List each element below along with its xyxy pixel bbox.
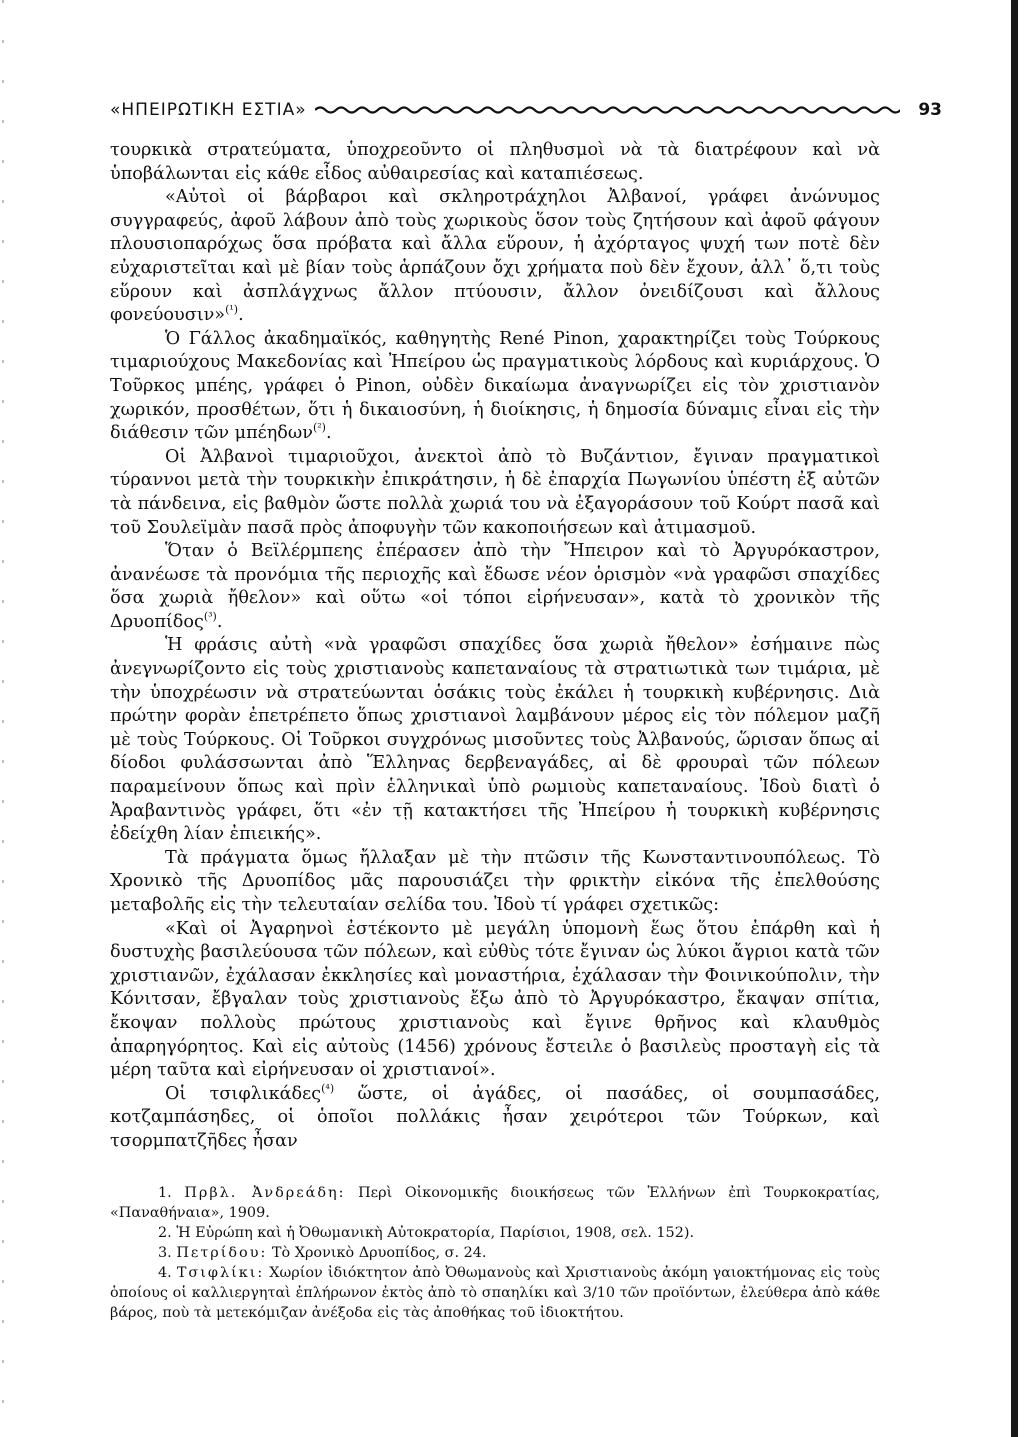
footnote-ref: (³) [203,610,217,624]
footnote-item [110,1183,880,1223]
paragraph: Ὁ Γάλλος ἀκαδημαϊκός, καθηγητὴς René Pinon, χαρακτηρίζει τοὺς Τούρκους τιμαριούχους Μακεδονίας καὶ Ἠπείρου ὡς πραγματικοὺς λόρδους καὶ κυριάρχους. Ὁ Τοῦρκος μπέης, γράφει ὁ Pinon, οὐδὲν δικαίωμα ἀναγνωρίζει εἰς τὸν χριστιανὸν χωρικόν, προσθέτων, ὅτι ἡ δικαιοσύνη, ἡ διοίκησις, ἡ δημοσία δύναμις εἶναι εἰς τὴν διάθεσιν τῶν μπέηδων$^{(^2)}$. [110,328,880,444]
paragraph-text: Οἱ τσιφλικάδες [165,1083,322,1104]
footnotes [110,1183,880,1323]
body-text [110,139,880,1154]
paragraph-text: Ὁ Γάλλος ἀκαδημαϊκός, καθηγητὴς René Pinon, χαρακτηρίζει τοὺς Τούρκους τιμαριούχους Μακεδονίας καὶ Ἠπείρου ὡς πραγματικοὺς λόρδους καὶ κυριάρχους. Ὁ Τοῦρκος μπέης, γράφει ὁ Pinon, οὐδὲν δικαίωμα ἀναγνωρίζει εἰς τὸν χριστιανὸν χωρικόν, προσθέτων, ὅτι ἡ δικαιοσύνη, ἡ διοίκησις, ἡ δημοσία δύναμις εἶναι εἰς τὴν διάθεσιν τῶν μπέηδων [110,328,880,444]
paragraph: Τὰ πράγματα ὅμως ἤλλαξαν μὲ τὴν πτῶσιν τῆς Κωνσταντινουπόλεως. Τὸ Χρονικὸ τῆς Δρυοπίδος μᾶς παρουσιάζει τὴν φρικτὴν εἰκόνα τῆς ἐπελθούσης μεταβολῆς εἰς τὴν τελευταίαν σελίδα του. Ἰδοὺ τί γράφει σχετικῶς: [110,847,880,915]
footnote-ref: (²) [312,421,326,435]
footnote-number: 1. [158,1185,172,1201]
paragraph: Ἡ φράσις αὐτὴ «νὰ γραφῶσι σπαχίδες ὅσα χωριὰ ἤθελον» ἐσήμαινε πὼς ἀνεγνωρίζοντο εἰς τοὺς χριστιανοὺς καπεταναίους τὰ στρατιωτικὰ των τιμάρια, μὲ τὴν ὑποχρέωσιν νὰ στρατεύωνται ὁσάκις τοὺς ἐκάλει ἡ τουρκικὴ κυβέρνησις. Διὰ πρώτην φορὰν ἐπετρέπετο ὅπως χριστιανοὶ λαμβάνουν μέρος εἰς τὸν πόλεμον μαζῆ μὲ τοὺς Τούρκους. Οἱ Τοῦρκοι συγχρόνως μισοῦντες τοὺς Ἀλβανούς, ὥρισαν ὅπως αἱ δίοδοι φυλάσσωνται ἀπὸ Ἕλληνας δερβεναγάδες, αἱ δὲ φρουραὶ τῶν πόλεων παραμείνουν ὅπως καὶ πρὶν ἑλληνικαὶ ὑπὸ ρωμιοὺς καπεταναίους. Ἰδοὺ διατὶ ὁ Ἀραβαντινὸς γράφει, ὅτι «ἐν τῇ κατακτήσει τῆς Ἠπείρου ἡ τουρκικὴ κυβέρνησις ἐδείχθη λίαν ἐπιεικής». [110,635,880,845]
paragraph: Οἱ Ἀλβανοὶ τιμαριοῦχοι, ἀνεκτοὶ ἀπὸ τὸ Βυζάντιον, ἔγιναν πραγματικοὶ τύραννοι μετὰ τὴν τουρκικὴν ἐπικράτησιν, ἡ δὲ ἐπαρχία Πωγωνίου ὑπέστη ἐξ αὐτῶν τὰ πάνδεινα, εἰς βαθμὸν ὥστε πολλὰ χωριά του νὰ ἐξαγοράσουν τοῦ Κούρτ πασᾶ καὶ τοῦ Σουλεϊμὰν πασᾶ πρὸς ἀποφυγὴν τῶν κακοποιήσεων καὶ ἀτιμασμοῦ. [110,446,880,538]
quote-anonymous-author: «Αὐτοὶ οἱ βάρβαροι καὶ σκληροτράχηλοι Ἀλβανοί, γράφει ἀνώνυμος συγγραφεύς, ἀφοῦ λάβουν ἀπὸ τοὺς χωρικοὺς ὅσον τοὺς ζητήσουν καὶ ἀφοῦ φάγουν πλουσιοπαρόχως ὅσα πρόβατα καὶ ἄλλα εὕρουν, ἡ ἀχόρταγος ψυχή των ποτὲ δὲν εὐχαριστεῖται καὶ μὲ βίαν τοὺς ἁρπάζουν ὄχι χρήματα ποὺ δὲν ἔχουν, ἀλλ᾿ ὅ,τι τοὺς εὕρουν καὶ ἀσπλάγχνως ἄλλον πτύουσιν, ἄλλον ὀνειδίζουσι καὶ ἄλλους φονεύουσιν» [110,187,880,326]
page-number: 93 [918,100,942,120]
footnote-number: 3. [158,1245,172,1261]
footnote-item [110,1223,880,1243]
scan-edge-right [1011,0,1018,1437]
footnote-ref: (⁴) [321,1081,335,1095]
footnote-text: Ἡ Εὐρώπη καὶ ἡ Ὀθωμανικὴ Αὐτοκρατορία, Παρίσιοι, 1908, σελ. 152). [176,1225,695,1241]
paragraph-text: ὥστε, οἱ ἀγάδες, οἱ πασάδες, οἱ σουμπασάδες, κοτζαμπάσηδες, οἱ ὁποῖοι πολλάκις ἦσαν χειρότεροι τῶν Τούρκων, καὶ τσορμπατζῆδες ἦσαν [110,1083,880,1151]
running-title: «ΗΠΕΙΡΩΤΙΚΗ ΕΣΤΙΑ» [110,100,307,120]
footnote-text: Χωρίον ἰδιόκτητον ἀπὸ Ὀθωμανοὺς καὶ Χριστιανοὺς ἀκόμη γαιοκτήμονας εἰς τοὺς ὁποίους οἱ καλλιεργηταὶ ἐπλήρωνον ἐκτὸς ἀπὸ τὸ σπαηλίκι καὶ 3/10 τῶν προϊόντων, ἐλεύθερα ἀπὸ κάθε βάρος, ποὺ τὰ μετεκόμιζαν ἀνέξοδα εἰς τὰς ἀποθήκας τοῦ ἰδιοκτήτου. [110,1265,880,1321]
paragraph: «Αὐτοὶ οἱ βάρβαροι καὶ σκληροτράχηλοι Ἀλβανοί, γράφει ἀνώνυμος συγγραφεύς, ἀφοῦ λάβουν ἀπὸ τοὺς χωρικοὺς ὅσον τοὺς ζητήσουν καὶ ἀφοῦ φάγουν πλουσιοπαρόχως ὅσα πρόβατα καὶ ἄλλα εὕρουν, ἡ ἀχόρταγος ψυχή των ποτὲ δὲν εὐχαριστεῖται καὶ μὲ βίαν τοὺς ἁρπάζουν ὄχι χρήματα ποὺ δὲν ἔχουν, ἀλλ᾿ ὅ,τι τοὺς εὕρουν καὶ ἀσπλάγχνως ἄλλον πτύουσιν, ἄλλον ὀνειδίζουσι καὶ ἄλλους φονεύουσιν»$^{(^1)}$. [110,187,880,326]
footnote-number: 2. [158,1225,172,1241]
footnote-text: Περὶ Οἰκονομικῆς διοικήσεως τῶν Ἑλλήνων ἐπὶ Τουρκοκρατίας, «Παναθήναια», 1909. [110,1185,880,1221]
paragraph [110,1083,880,1154]
footnote-item [110,1243,880,1263]
footnote-author: Πρβλ. Ἀνδρεάδη: [184,1185,346,1201]
footnote-number: 4. [158,1265,172,1281]
footnote-text: Τὸ Χρονικὸ Δρυοπίδος, σ. 24. [267,1245,487,1261]
paragraph: τουρκικὰ στρατεύματα, ὑποχρεοῦντο οἱ πληθυσμοὶ νὰ τὰ διατρέφουν καὶ νὰ ὑποβάλωνται εἰς κάθε εἶδος αὐθαιρεσίας καὶ καταπιέσεως. [110,140,880,184]
header-wavy-rule [315,104,901,116]
paragraph: Ὅταν ὁ Βεϊλέρμπεης ἐπέρασεν ἀπὸ τὴν Ἤπειρον καὶ τὸ Ἀργυρόκαστρον, ἀνανέωσε τὰ προνόμια τῆς περιοχῆς καὶ ἔδωσε νέον ὁρισμὸν «νὰ γραφῶσι σπαχίδες ὅσα χωριὰ ἤθελον» καὶ οὕτω «οἱ τόποι εἰρήνευσαν», κατὰ τὸ χρονικὸν τῆς Δρυοπίδος$^{(^3)}$. [110,541,880,632]
footnote-item [110,1263,880,1323]
paragraph-text: Ὅταν ὁ Βεϊλέρμπεης ἐπέρασεν ἀπὸ τὴν Ἤπειρον καὶ τὸ Ἀργυρόκαστρον, ἀνανέωσε τὰ προνόμια τῆς περιοχῆς καὶ ἔδωσε νέον ὁρισμὸν «νὰ γραφῶσι σπαχίδες ὅσα χωριὰ ἤθελον» καὶ οὕτω «οἱ τόποι εἰρήνευσαν», κατὰ τὸ χρονικὸν τῆς Δρυοπίδος [110,541,880,632]
page-header [110,96,942,124]
quote-chronicle: «Καὶ οἱ Ἀγαρηνοὶ ἐστέκοντο μὲ μεγάλη ὑπομονὴ ἕως ὅτου ἐπάρθη καὶ ἡ δυστυχὴς βασιλεύουσα τῶν πόλεων, καὶ εὐθὺς τότε ἔγιναν ὡς λύκοι ἄγριοι κατὰ τῶν χριστιανῶν, ἐχάλασαν ἐκκλησίες καὶ μοναστήρια, ἐχάλασαν τὴν Φοινικούπολιν, τὴν Κόνιτσαν, ἔβγαλαν τοὺς χριστιανοὺς ἔξω ἀπὸ τὸ Ἀργυρόκαστρο, ἔκαψαν σπίτια, ἔκοψαν πολλοὺς πρώτους χριστιανοὺς καὶ ἔγινε θρῆνος καὶ κλαυθμὸς ἀπαρηγόρητος. Καὶ εἰς αὐτοὺς (1456) χρόνους ἔστειλε ὁ βασιλεὺς προσταγὴ εἰς τὰ μέρη ταῦτα καὶ εἰρήνευσαν οἱ χριστιανοί». [110,918,880,1081]
scan-edge-left [2,0,4,1437]
footnote-author: Πετρίδου: [176,1245,268,1261]
footnote-author: Τσιφλίκι: [176,1265,265,1281]
footnote-ref: (¹) [225,303,239,317]
